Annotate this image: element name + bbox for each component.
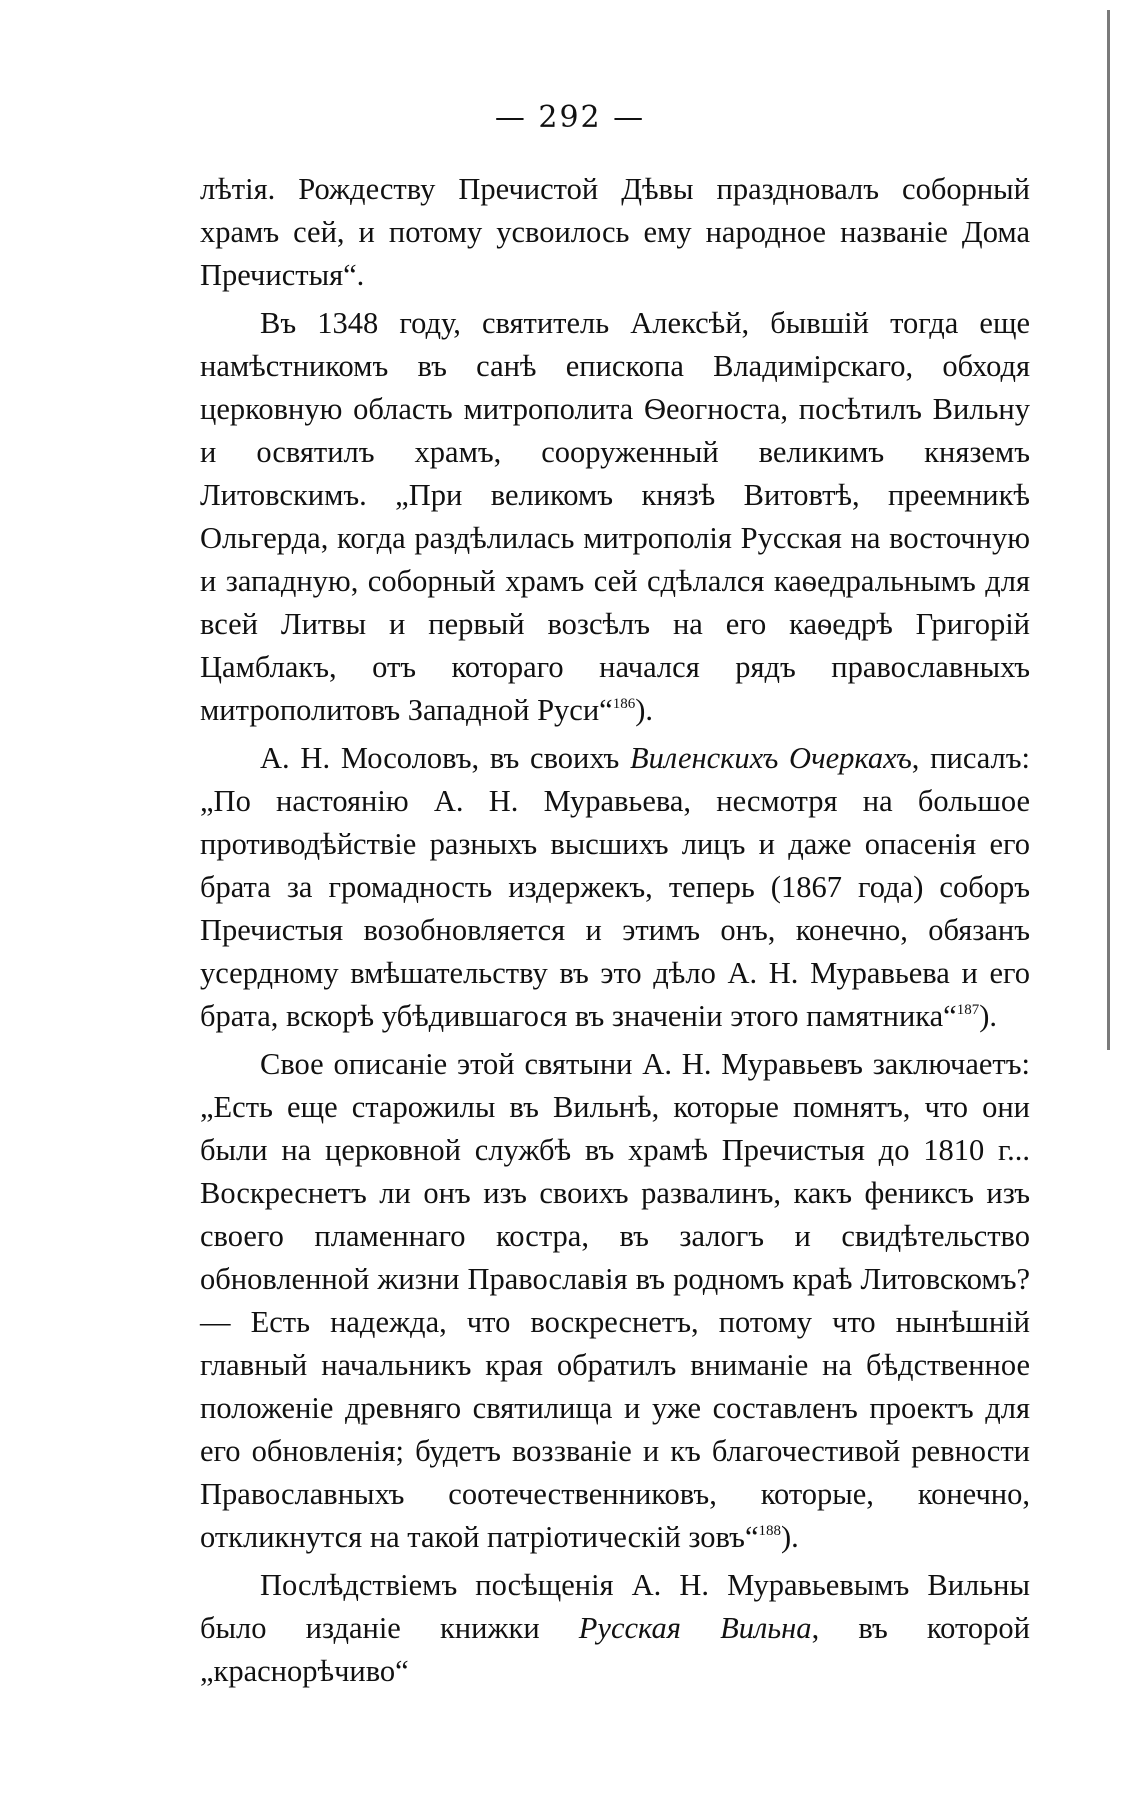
paragraph-3-before: А. Н. Мосоловъ, въ своихъ xyxy=(260,741,630,775)
paragraph-5 xyxy=(200,1564,1030,1693)
paragraph-3 xyxy=(200,737,1030,1038)
paragraph-4-text: Свое описаніе этой святыни А. Н. Муравьевъ заключаетъ: „Есть еще старожилы въ Вильнѣ, которые помнятъ, что они были на церковной службѣ въ храмѣ Пречистыя до 1810 г... Воскреснетъ ли онъ изъ своихъ развалинъ, какъ фениксъ изъ своего пламеннаго костра, въ залогъ и свидѣтельство обновленной жизни Православія въ родномъ краѣ Литовскомъ? — Есть надежда, что воскреснетъ, потому что нынѣшній главный начальникъ края обратилъ вниманіе на бѣдственное положеніе древняго святилища и уже составленъ проектъ для его обновленія; будетъ воззваніе и къ благочестивой ревности Православныхъ соотечественниковъ, которые, конечно, откликнутся на такой патріотическій зовъ“ xyxy=(200,1047,1030,1554)
body-text xyxy=(200,168,1030,1698)
paragraph-4 xyxy=(200,1043,1030,1559)
paragraph-5-before: Послѣдствіемъ посѣщенія А. Н. Муравьевымъ Вильны было изданіе книжки xyxy=(200,1568,1030,1645)
paragraph-1-text: лѣтія. Рождеству Пречистой Дѣвы праздновалъ соборный храмъ сей, и потому усвоилось ему народное названіе Дома Пречистыя“. xyxy=(200,172,1030,292)
paragraph-5-after: , въ которой „краснорѣчиво“ xyxy=(200,1611,1030,1688)
book-title-vilna-essays: Виленскихъ Очеркахъ xyxy=(630,741,912,775)
scan-edge-line xyxy=(1107,10,1110,1050)
paragraph-2-text: Въ 1348 году, святитель Алексѣй, бывшій тогда еще намѣстникомъ въ санѣ епископа Владимірскаго, обходя церковную область митрополита Ѳеогноста, посѣтилъ Вильну и освятилъ храмъ, сооруженный великимъ княземъ Литовскимъ. „При великомъ князѣ Витовтѣ, преемникѣ Ольгерда, когда раздѣлилась митрополія Русская на восточную и западную, соборный храмъ сей сдѣлался каѳедральнымъ для всей Литвы и первый возсѣлъ на его каѳедрѣ Григорій Цамблакъ, отъ котораго начался рядъ православныхъ митрополитовъ Западной Руси“ xyxy=(200,306,1030,727)
paragraph-4-close: ). xyxy=(781,1520,799,1554)
footnote-ref-188: 188 xyxy=(758,1523,781,1539)
page-number: — 292 — xyxy=(494,100,646,135)
paragraph-2 xyxy=(200,302,1030,732)
paragraph-3-close: ). xyxy=(979,999,997,1033)
book-title-russian-vilna: Русская Вильна xyxy=(578,1611,812,1645)
paragraph-2-close: ). xyxy=(635,693,653,727)
footnote-ref-187: 187 xyxy=(956,1002,980,1018)
paragraph-3-after: , писалъ: „По настоянію А. Н. Муравьева, несмотря на большое противодѣйствіе разныхъ высшихъ лицъ и даже опасенія его брата за громадность издержекъ, теперь (1867 года) соборъ Пречистыя возобновляется и этимъ онъ, конечно, обязанъ усердному вмѣшательству въ это дѣло А. Н. Муравьева и его брата, вскорѣ убѣдившагося въ значеніи этого памятника“ xyxy=(200,741,1031,1033)
paragraph-1 xyxy=(200,168,1030,297)
footnote-ref-186: 186 xyxy=(612,696,636,712)
